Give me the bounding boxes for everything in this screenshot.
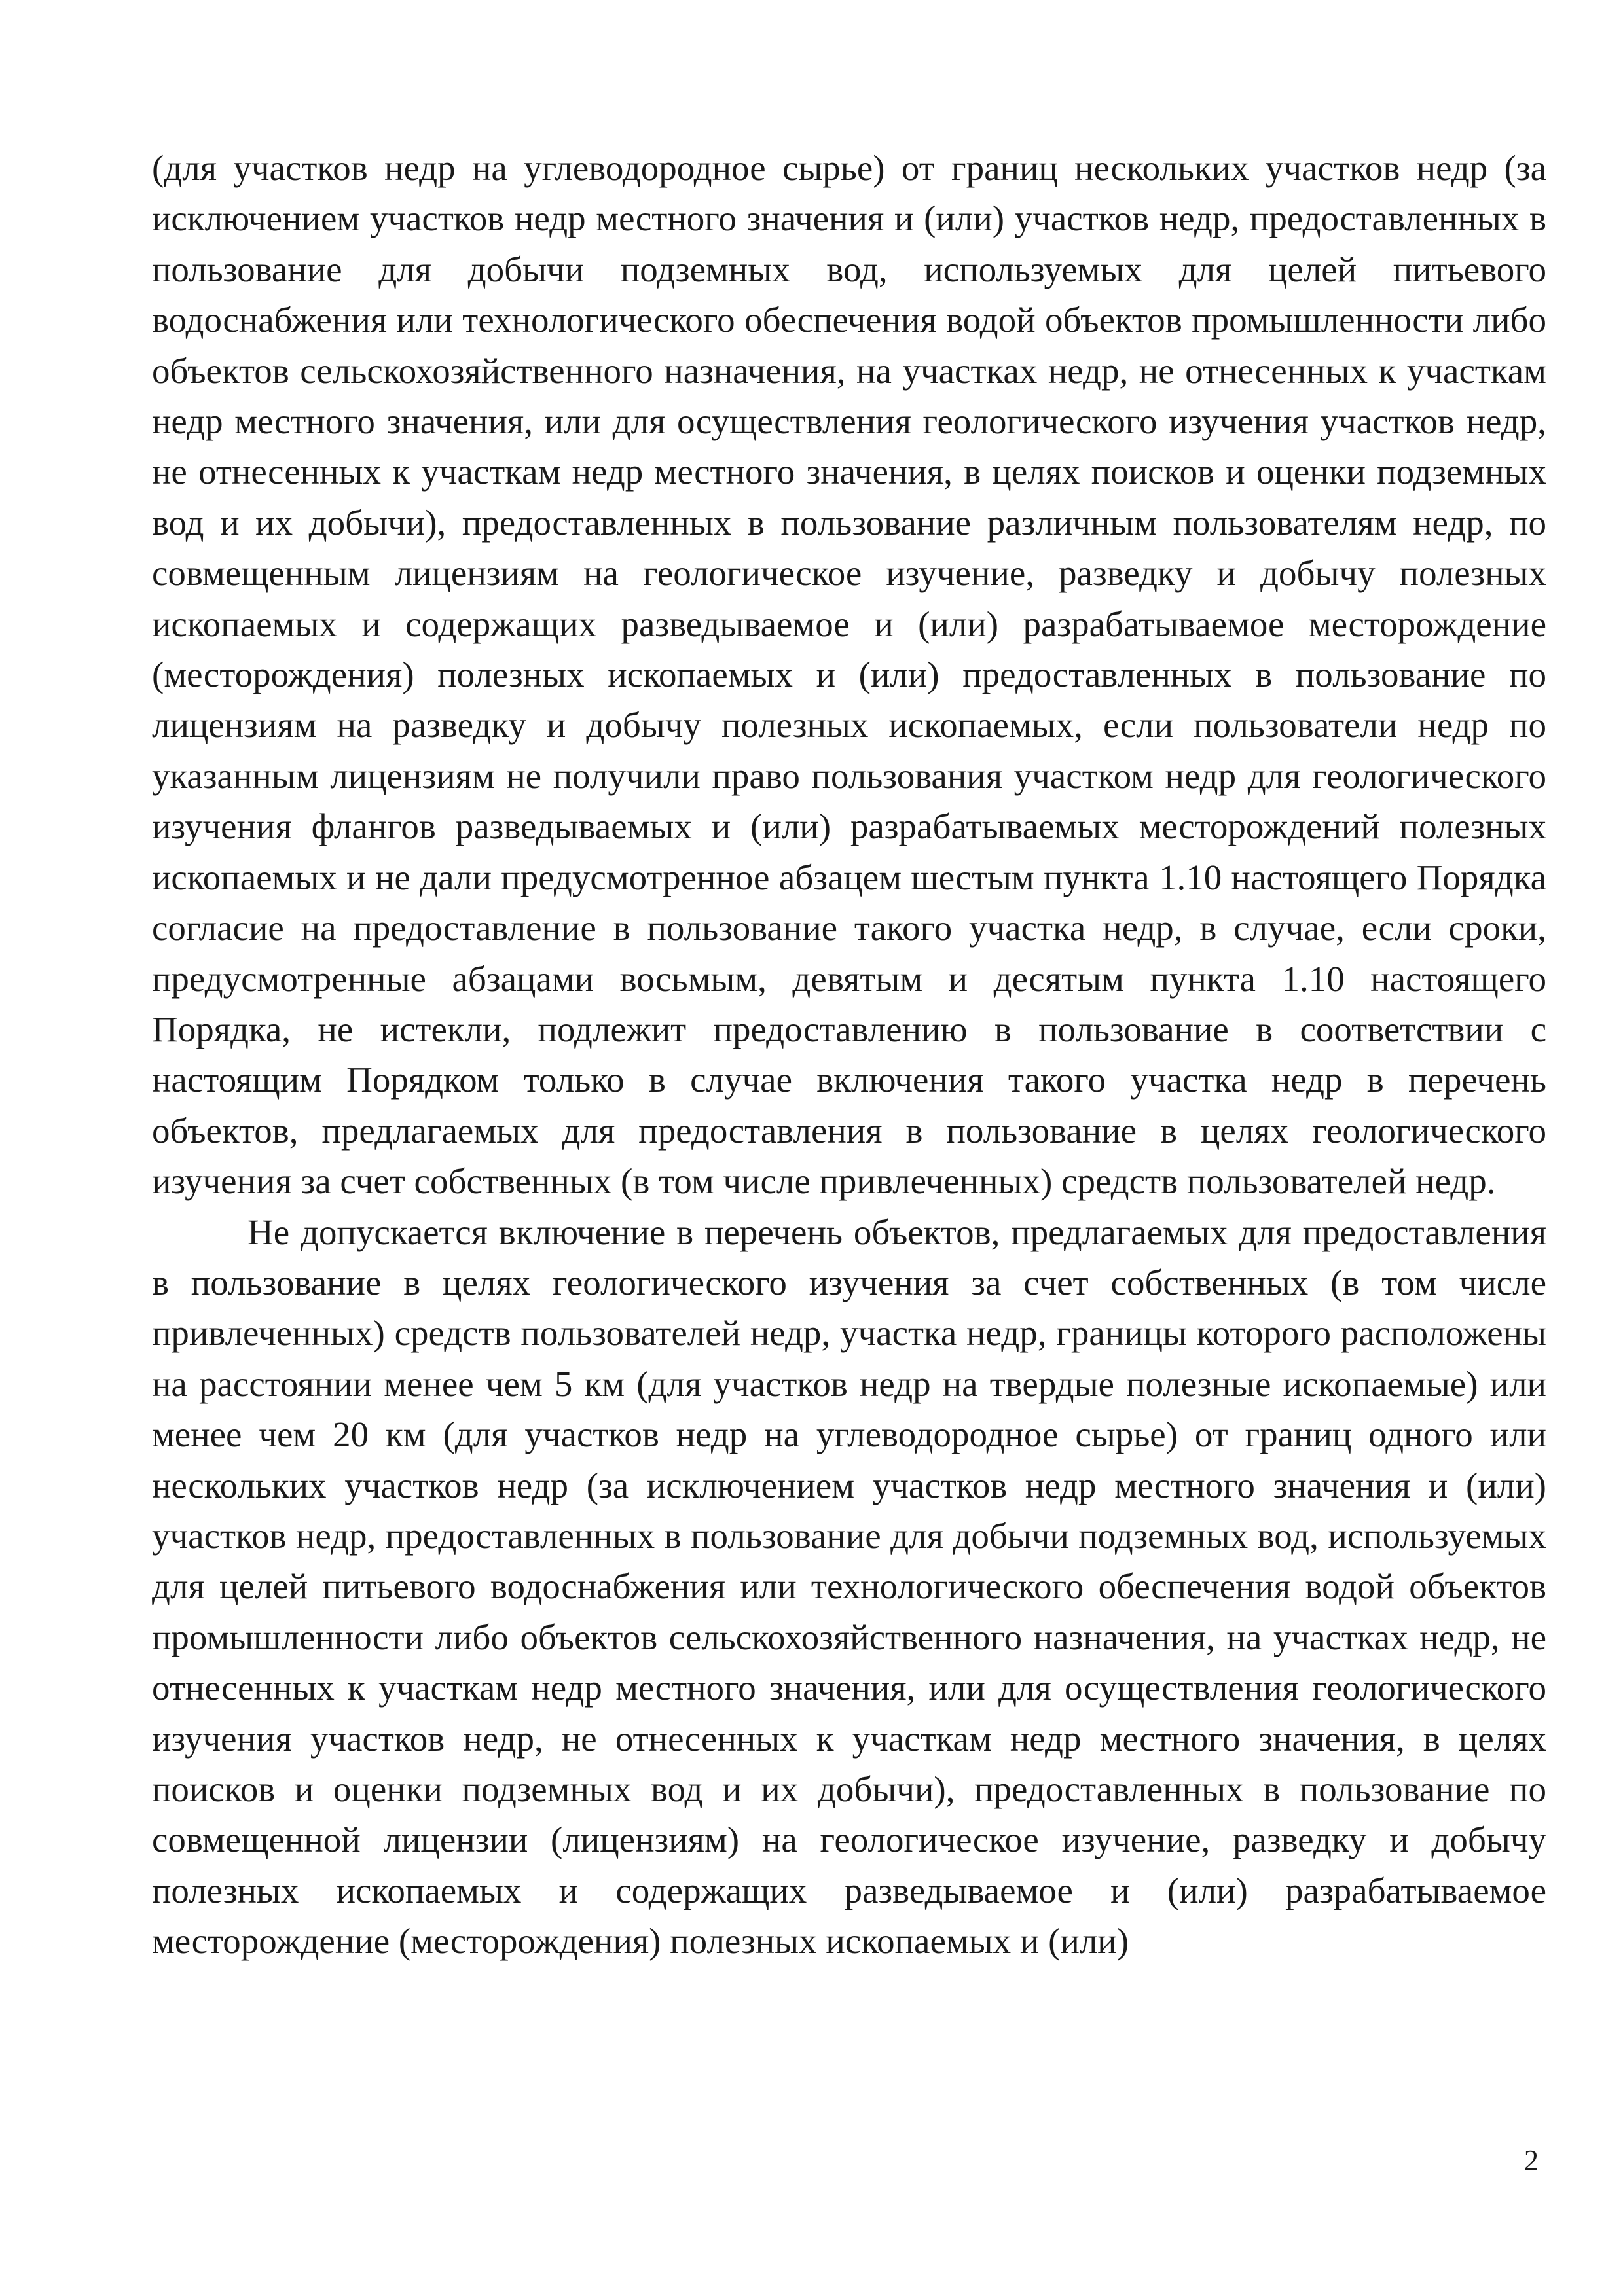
paragraph-continued: (для участков недр на углеводородное сырье) от границ нескольких участков недр (за исключением участков недр местного значения и (или) участков недр, предоставленных в пользование для добычи подземных вод, используемых для целей питьевого водоснабжения или технологического обеспечения водой объектов промышленности либо объектов сельскохозяйственного назначения, на участках недр, не отнесенных к участкам недр местного значения, или для осуществления геологического изучения участков недр, не отнесенных к участкам недр местного значения, в целях поисков и оценки подземных вод и их добычи), предоставленных в пользование различным пользователям недр, по совмещенным лицензиям на геологическое изучение, разведку и добычу полезных ископаемых и содержащих разведываемое и (или) разрабатываемое месторождение (месторождения) полезных ископаемых и (или) предоставленных в пользование по лицензиям на разведку и добычу полезных ископаемых, если пользователи недр по указанным лицензиям не получили право пользования участком недр для геологического изучения флангов разведываемых и (или) разрабатываемых месторождений полезных ископаемых и не дали предусмотренное абзацем шестым пункта 1.10 настоящего Порядка согласие на предоставление в пользование такого участка недр, в случае, если сроки, предусмотренные абзацами восьмым, девятым и десятым пункта 1.10 настоящего Порядка, не истекли, подлежит предоставлению в пользование в соответствии с настоящим Порядком только в случае включения такого участка недр в перечень объектов, предлагаемых для предоставления в пользование в целях геологического изучения за счет собственных (в том числе привлеченных) средств пользователей недр. bbox=[152, 148, 1546, 1202]
body-text bbox=[152, 143, 1546, 1967]
paragraph-new: Не допускается включение в перечень объектов, предлагаемых для предоставления в пользование в целях геологического изучения за счет собственных (в том числе привлеченных) средств пользователей недр, участка недр, границы которого расположены на расстоянии менее чем 5 км (для участков недр на твердые полезные ископаемые) или менее чем 20 км (для участков недр на углеводородное сырье) от границ одного или нескольких участков недр (за исключением участков недр местного значения и (или) участков недр, предоставленных в пользование для добычи подземных вод, используемых для целей питьевого водоснабжения или технологического обеспечения водой объектов промышленности либо объектов сельскохозяйственного назначения, на участках недр, не отнесенных к участкам недр местного значения, или для осуществления геологического изучения участков недр, не отнесенных к участкам недр местного значения, в целях поисков и оценки подземных вод и их добычи), предоставленных в пользование по совмещенной лицензии (лицензиям) на геологическое изучение, разведку и добычу полезных ископаемых и содержащих разведываемое и (или) разрабатываемое месторождение (месторождения) полезных ископаемых и (или) bbox=[152, 1211, 1546, 1962]
page-number: 2 bbox=[1524, 2144, 1539, 2176]
